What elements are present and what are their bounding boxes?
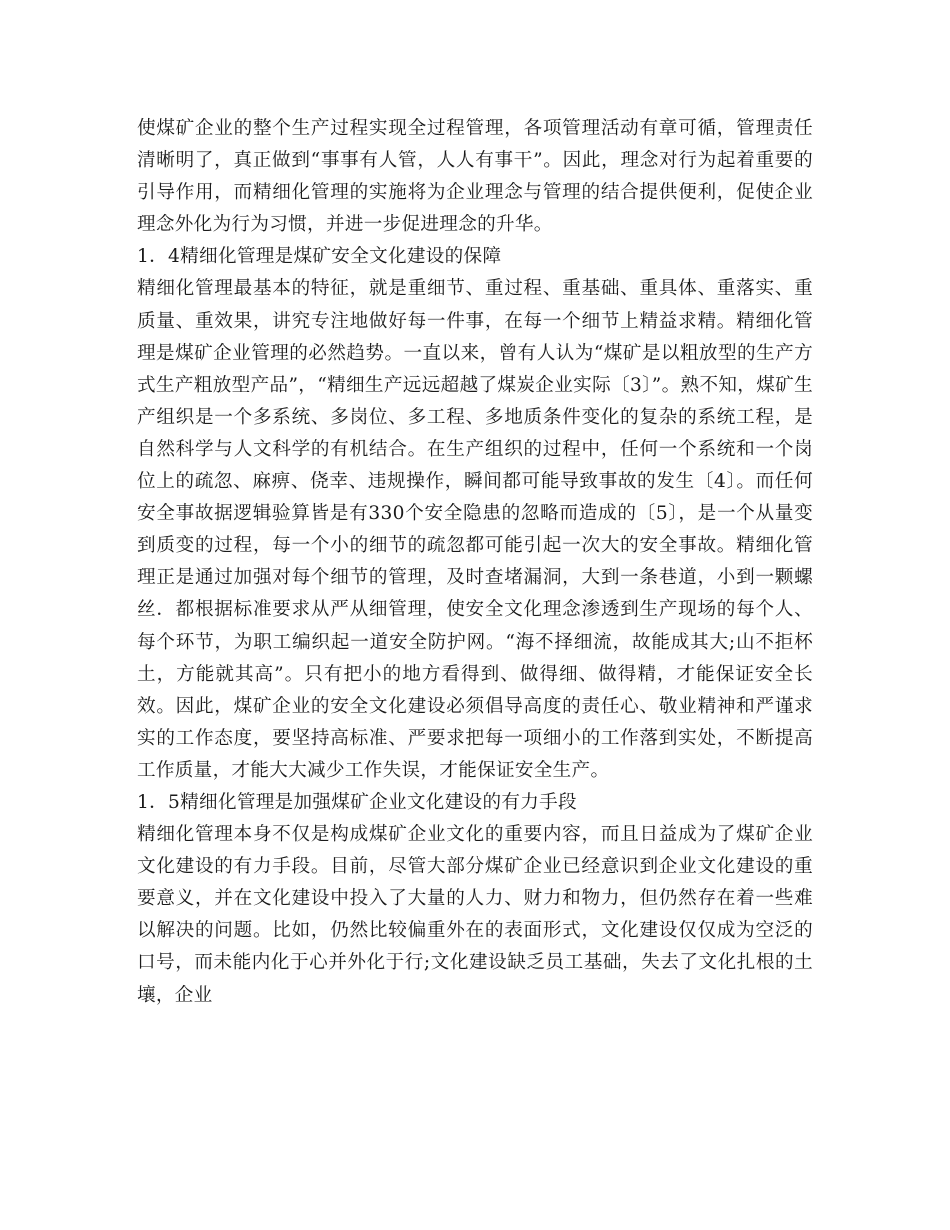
section-heading-1-4: 1．4精细化管理是煤矿安全文化建设的保障	[137, 246, 502, 268]
paragraph-section-1-5: 精细化管理本身不仅是构成煤矿企业文化的重要内容，而且日益成为了煤矿企业文化建设的有力手段。目前，尽管大部分煤矿企业已经意识到企业文化建设的重要意义，并在文化建设中投入了大量的人力、财力和物力，但仍然存在着一些难以解决的问题。比如，仍然比较偏重外在的表面形式，文化建设仅仅成为空泛的口号，而未能内化于心并外化于行;文化建设缺乏员工基础，失去了文化扎根的土壤，企业	[137, 824, 813, 1006]
section-heading-1-5: 1．5精细化管理是加强煤矿企业文化建设的有力手段	[137, 791, 577, 813]
document-body	[137, 113, 813, 1012]
paragraph-section-1-4: 精细化管理最基本的特征，就是重细节、重过程、重基础、重具体、重落实、重质量、重效果，讲究专注地做好每一件事，在每一个细节上精益求精。精细化管理是煤矿企业管理的必然趋势。一直以来，曾有人认为“煤矿是以粗放型的生产方式生产粗放型产品”，“精细生产远远超越了煤炭企业实际〔3〕”。熟不知，煤矿生产组织是一个多系统、多岗位、多工程、多地质条件变化的复杂的系统工程，是自然科学与人文科学的有机结合。在生产组织的过程中，任何一个系统和一个岗位上的疏忽、麻痹、侥幸、违规操作，瞬间都可能导致事故的发生〔4〕。而任何安全事故据逻辑验算皆是有330个安全隐患的忽略而造成的〔5〕，是一个从量变到质变的过程，每一个小的细节的疏忽都可能引起一次大的安全事故。精细化管理正是通过加强对每个细节的管理，及时查堵漏洞，大到一条巷道，小到一颗螺丝．都根据标准要求从严从细管理，使安全文化理念渗透到生产现场的每个人、每个环节，为职工编织起一道安全防护网。“海不择细流，故能成其大;山不拒杯土，方能就其高”。只有把小的地方看得到、做得细、做得精，才能保证安全长效。因此，煤矿企业的安全文化建设必须倡导高度的责任心、敬业精神和严谨求实的工作态度，要坚持高标准、严要求把每一项细小的工作落到实处，不断提高工作质量，才能大大减少工作失误，才能保证安全生产。	[137, 278, 813, 781]
paragraph-continuation: 使煤矿企业的整个生产过程实现全过程管理，各项管理活动有章可循，管理责任清晰明了，真正做到“事事有人管，人人有事干”。因此，理念对行为起着重要的引导作用，而精细化管理的实施将为企业理念与管理的结合提供便利，促使企业理念外化为行为习惯，并进一步促进理念的升华。	[137, 118, 813, 236]
